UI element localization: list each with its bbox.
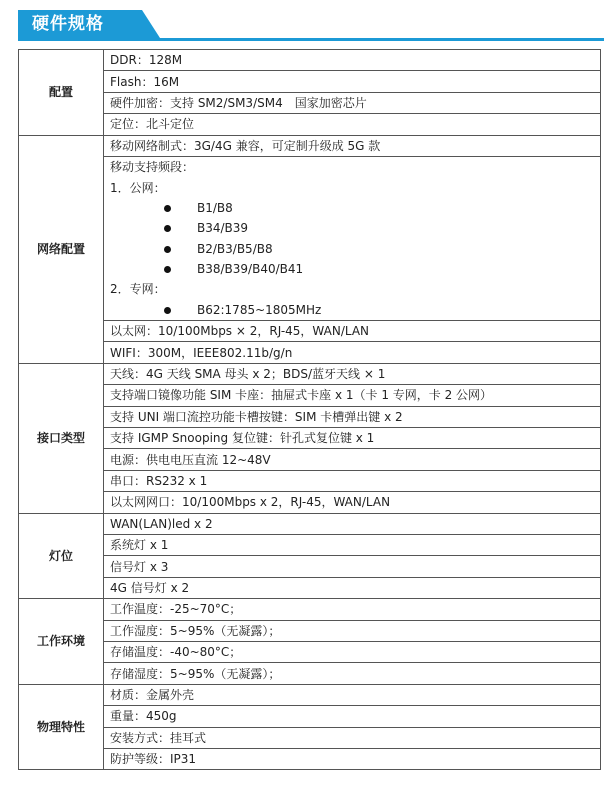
band-label: B1/B8 [197, 200, 233, 215]
table-row [19, 620, 601, 641]
table-row [19, 177, 601, 197]
table-row [19, 556, 601, 577]
table-row [19, 428, 601, 449]
table-row [19, 492, 601, 513]
band-item [104, 198, 601, 218]
table-row [19, 321, 601, 342]
table-row [19, 156, 601, 177]
table-row [19, 363, 601, 384]
band-label: B2/B3/B5/B8 [197, 241, 273, 256]
header-underline [18, 38, 604, 41]
spec-item: 工作温度：-25~70°C； [104, 599, 601, 620]
spec-item: 重量：450g [104, 706, 601, 727]
table-row [19, 385, 601, 406]
spec-item: 以太网：10/100Mbps × 2，RJ-45，WAN/LAN [104, 321, 601, 342]
table-row [19, 406, 601, 427]
table-row [19, 577, 601, 598]
spec-item: 天线：4G 天线 SMA 母头 x 2；BDS/蓝牙天线 × 1 [104, 363, 601, 384]
table-row [19, 449, 601, 470]
spec-item: 移动网络制式：3G/4G 兼容，可定制升级成 5G 款 [104, 135, 601, 156]
bullet-dot-icon [164, 246, 171, 253]
spec-item: WAN(LAN)led x 2 [104, 513, 601, 534]
spec-item: WIFI：300M，IEEE802.11b/g/n [104, 342, 601, 363]
band-item [104, 300, 601, 321]
spec-item: 支持 UNI 端口流控功能卡槽按键：SIM 卡槽弹出键 x 2 [104, 406, 601, 427]
table-row [19, 300, 601, 321]
category-config: 配置 [19, 50, 104, 136]
table-row [19, 71, 601, 92]
table-row [19, 114, 601, 135]
table-row [19, 50, 601, 71]
band-label: B34/B39 [197, 221, 249, 236]
hardware-spec-table [18, 49, 601, 770]
table-row [19, 259, 601, 279]
spec-item: 防护等级：IP31 [104, 748, 601, 769]
spec-item: 材质：金属外壳 [104, 684, 601, 705]
spec-item: 安装方式：挂耳式 [104, 727, 601, 748]
bullet-dot-icon [164, 307, 171, 314]
spec-item: 存储温度：-40~80°C； [104, 641, 601, 662]
bands-title: 移动支持频段： [104, 156, 601, 177]
table-row [19, 342, 601, 363]
table-row [19, 599, 601, 620]
table-row [19, 727, 601, 748]
spec-item: 定位：北斗定位 [104, 114, 601, 135]
table-row [19, 239, 601, 259]
bullet-dot-icon [164, 225, 171, 232]
band-item [104, 259, 601, 279]
table-row [19, 218, 601, 238]
spec-item: 电源：供电电压直流 12~48V [104, 449, 601, 470]
band-label: B62:1785~1805MHz [197, 302, 322, 317]
spec-item: 支持 IGMP Snooping 复位键：针孔式复位键 x 1 [104, 428, 601, 449]
category-lights: 灯位 [19, 513, 104, 599]
table-row [19, 663, 601, 684]
spec-item: 工作湿度：5~95%（无凝露）； [104, 620, 601, 641]
header-corner-decoration [142, 10, 160, 38]
band-item [104, 239, 601, 259]
table-row [19, 513, 601, 534]
spec-item: 硬件加密：支持 SM2/SM3/SM4 国家加密芯片 [104, 92, 601, 113]
spec-item: 串口：RS232 x 1 [104, 470, 601, 491]
public-bands-title: 1．公网： [104, 177, 601, 197]
table-row [19, 748, 601, 769]
table-row [19, 534, 601, 555]
band-label: B38/B39/B40/B41 [197, 262, 304, 277]
spec-item: 存储湿度：5~95%（无凝露）； [104, 663, 601, 684]
spec-item: Flash：16M [104, 71, 601, 92]
table-row [19, 641, 601, 662]
category-interfaces: 接口类型 [19, 363, 104, 513]
section-title: 硬件规格 [18, 10, 142, 38]
band-item [104, 218, 601, 238]
table-row [19, 684, 601, 705]
bullet-dot-icon [164, 266, 171, 273]
table-row [19, 198, 601, 218]
table-row [19, 706, 601, 727]
bullet-dot-icon [164, 205, 171, 212]
table-row [19, 135, 601, 156]
category-network: 网络配置 [19, 135, 104, 363]
spec-item: 支持端口镜像功能 SIM 卡座：抽屉式卡座 x 1（卡 1 专网，卡 2 公网） [104, 385, 601, 406]
table-row [19, 92, 601, 113]
spec-item: 信号灯 x 3 [104, 556, 601, 577]
spec-item: DDR：128M [104, 50, 601, 71]
spec-item: 系统灯 x 1 [104, 534, 601, 555]
spec-item: 4G 信号灯 x 2 [104, 577, 601, 598]
category-physical: 物理特性 [19, 684, 104, 770]
section-header [18, 10, 604, 40]
spec-item: 以太网网口：10/100Mbps x 2，RJ-45，WAN/LAN [104, 492, 601, 513]
private-bands-title: 2．专网： [104, 279, 601, 299]
category-environment: 工作环境 [19, 599, 104, 685]
table-row [19, 279, 601, 299]
table-row [19, 470, 601, 491]
